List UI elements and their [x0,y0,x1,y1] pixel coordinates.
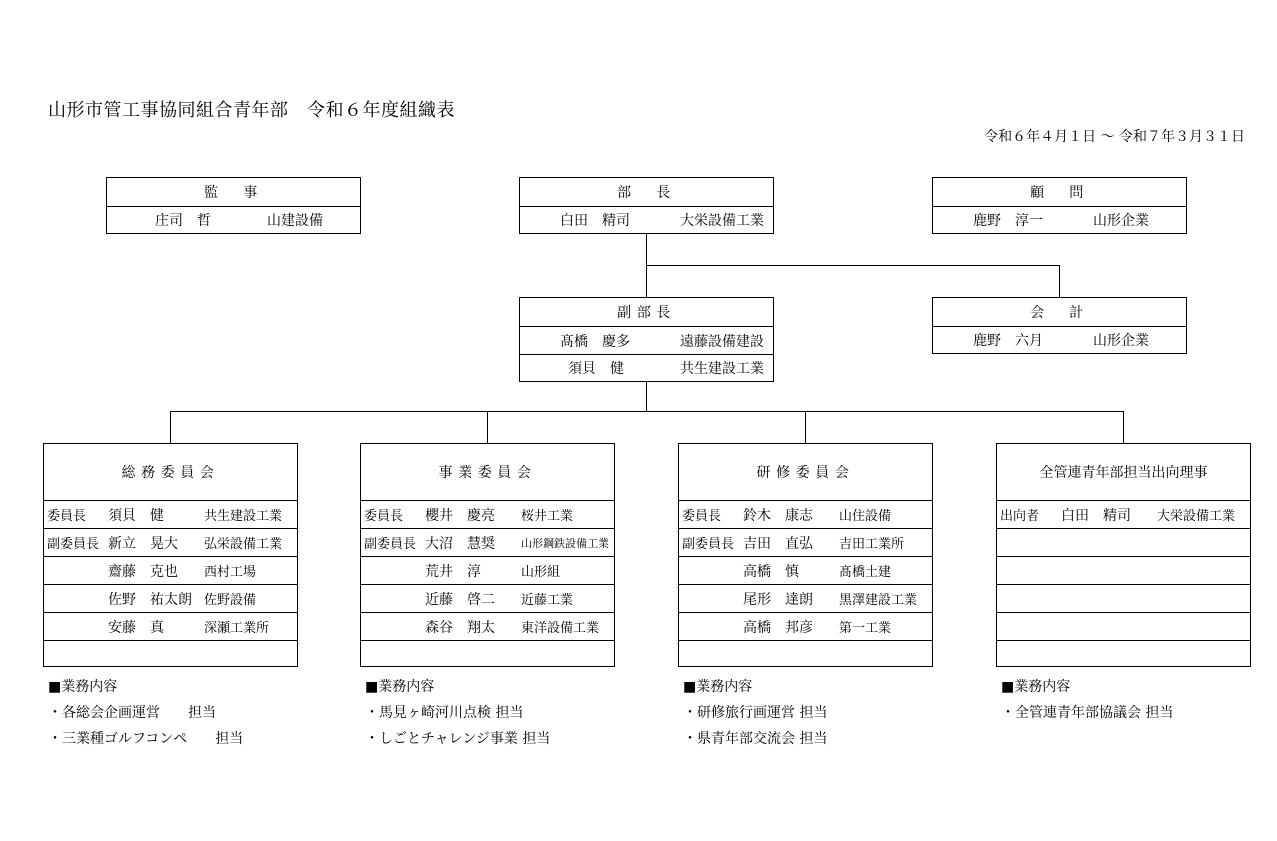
committee-member-row [361,584,614,612]
member-company: 弘栄設備工業 [204,537,283,552]
duties-heading: ■業務内容 [365,679,435,695]
committee-member-row [679,640,932,667]
member-role: 副委員長 [364,537,417,552]
committee-member-row [361,500,614,528]
committee-member-row [44,528,297,556]
committee-member-row [44,500,297,528]
vice-director-name: 髙橋 慶多 [560,333,630,350]
member-company: 佐野設備 [204,593,257,608]
committee-heading: 事業委員会 [438,465,537,481]
committee-member-row [44,612,297,640]
member-name: 櫻井 慶亮 [425,507,495,524]
connector-committee-2 [487,411,488,443]
term-period: 令和６年４月１日 ～ 令和７年３月３１日 [984,129,1245,145]
member-role: 副委員長 [682,537,735,552]
member-company: 第一工業 [839,621,892,636]
member-company: 東洋設備工業 [521,621,600,636]
member-name: 新立 晃大 [108,535,178,552]
member-role: 委員長 [682,509,722,524]
auditor-box [106,177,361,234]
member-company: 山形組 [521,565,561,580]
member-company: 西村工場 [204,565,257,580]
committee-member-row [679,584,932,612]
committee-member-row [997,500,1250,528]
duties-general [48,674,243,752]
committee-member-row [44,556,297,584]
member-company: 深瀬工業所 [204,621,270,636]
advisor-box [932,177,1187,234]
member-name: 森谷 翔太 [425,619,495,636]
vice-director-name: 須貝 健 [568,361,624,377]
committee-box-training [678,443,933,667]
member-company: 吉田工業所 [839,537,905,552]
auditor-name: 庄司 哲 [155,213,211,229]
committee-member-row [44,640,297,667]
member-name: 安藤 真 [108,619,164,636]
auditor-company: 山建設備 [267,213,323,229]
committee-member-row [361,640,614,667]
accountant-heading: 会 計 [1030,305,1089,321]
duties-national [1001,674,1173,726]
advisor-name: 鹿野 淳一 [973,213,1043,229]
duty-item: ・研修旅行画運営 担当 [683,705,828,721]
member-role: 出向者 [1000,509,1040,524]
connector-committee-4 [1123,411,1124,443]
duty-item: ・全管連青年部協議会 担当 [1001,705,1174,721]
committee-box-general [43,443,298,667]
director-heading: 部 長 [617,185,676,201]
committee-heading: 総務委員会 [121,465,220,481]
duties-heading: ■業務内容 [683,679,753,695]
committee-member-row [679,528,932,556]
member-company: 近藤工業 [521,593,574,608]
member-name: 大沼 慧奨 [425,535,495,552]
duties-heading: ■業務内容 [1001,679,1071,695]
vice-director-company: 共生建設工業 [680,361,764,377]
committee-member-row [997,528,1250,556]
duties-heading: ■業務内容 [48,679,118,695]
member-company: 大栄設備工業 [1157,509,1236,524]
accountant-company: 山形企業 [1093,333,1149,349]
committee-member-row [997,556,1250,584]
connector-accountant-down [1059,265,1060,297]
member-name: 齋藤 克也 [108,563,178,580]
member-company: 髙橋土建 [839,565,892,580]
committee-member-row [997,584,1250,612]
member-name: 鈴木 康志 [743,507,813,524]
vice-director-box [519,297,774,382]
advisor-company: 山形企業 [1093,213,1149,229]
vice-director-company: 遠藤設備建設 [680,333,764,350]
connector-committee-1 [170,411,171,443]
member-company: 黒澤建設工業 [839,593,918,608]
member-name: 佐野 祐太朗 [108,591,192,608]
committee-heading: 全管連青年部担当出向理事 [1039,465,1208,481]
duty-item: ・各総会企画運営 担当 [48,705,216,721]
member-name: 荒井 淳 [425,563,481,580]
member-name: 吉田 直弘 [743,535,813,552]
duty-item: ・しごとチャレンジ事業 担当 [365,731,551,747]
connector-committees-h [170,411,1124,412]
committee-member-row [679,556,932,584]
committee-member-row [679,612,932,640]
director-name: 白田 精司 [560,213,630,229]
committee-member-row [44,584,297,612]
vice-director-row [520,354,773,381]
connector-director-accountant-h [646,265,1060,266]
director-box [519,177,774,234]
member-role: 委員長 [364,509,404,524]
vice-director-heading: 副部長 [617,305,676,321]
vice-director-row [520,326,773,354]
accountant-name: 鹿野 六月 [973,333,1043,349]
duty-item: ・県青年部交流会 担当 [683,731,828,747]
member-role: 副委員長 [47,537,100,552]
committee-member-row [997,612,1250,640]
member-name: 高橋 邦彦 [743,619,813,636]
duty-item: ・馬見ヶ崎河川点検 担当 [365,705,524,721]
member-company: 桜井工業 [521,509,574,524]
committee-member-row [679,500,932,528]
committee-box-business [360,443,615,667]
member-company: 山住設備 [839,509,892,524]
committee-member-row [997,640,1250,667]
member-role: 委員長 [47,509,87,524]
member-company: 山形鋼鉄設備工業 [521,536,609,550]
connector-committee-3 [805,411,806,443]
member-name: 近藤 啓二 [425,591,495,608]
member-name: 須貝 健 [108,507,164,524]
committee-member-row [361,556,614,584]
committee-heading: 研修委員会 [756,465,855,481]
committee-box-national [996,443,1251,667]
member-name: 高橋 慎 [743,563,799,580]
auditor-heading: 監 事 [204,185,263,201]
duties-business [365,674,550,752]
member-company: 共生建設工業 [204,509,283,524]
duty-item: ・三業種ゴルフコンペ 担当 [48,731,244,747]
committee-member-row [361,612,614,640]
page-title: 山形市管工事協同組合青年部 令和６年度組織表 [48,100,455,121]
duties-training [683,674,827,752]
director-company: 大栄設備工業 [680,213,764,229]
member-name: 白田 精司 [1061,507,1131,524]
committee-member-row [361,528,614,556]
connector-vice-down [646,381,647,412]
accountant-box [932,297,1187,354]
advisor-heading: 顧 問 [1030,185,1089,201]
member-name: 尾形 達朗 [743,591,813,608]
